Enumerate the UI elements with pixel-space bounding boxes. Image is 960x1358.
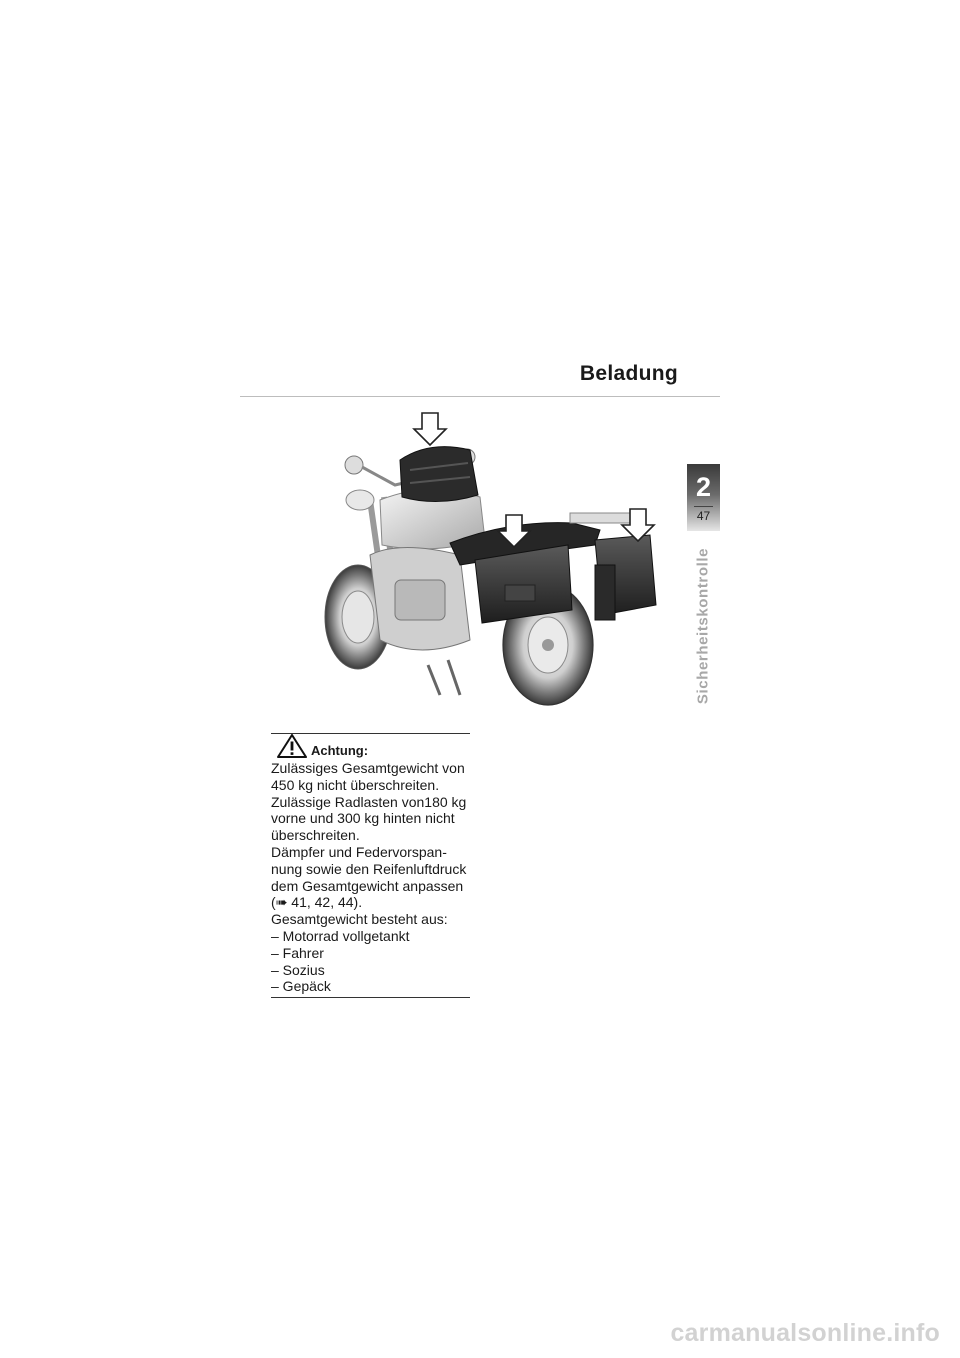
chapter-tab-divider [694,506,713,507]
list-item: – Gepäck [271,978,331,995]
page-title: Beladung [579,362,678,385]
page-number: 47 [696,509,711,523]
warning-paragraph: Gesamtgewicht besteht aus: [271,911,448,928]
warning-paragraph: Zulässiges Gesamtgewicht von 450 kg nicht überschreiten. [271,760,465,793]
motorcycle-luggage-photo [310,405,680,715]
watermark: carmanualsonline.info [670,1319,940,1347]
arrow-down-icon [414,413,446,445]
list-item: – Fahrer [271,944,324,961]
title-divider [240,396,720,397]
list-item: – Motorrad vollgetankt [271,927,410,944]
mirror-left-icon [345,456,363,474]
warning-box [271,733,470,998]
warning-text [271,760,470,995]
warning-heading: Achtung: [311,743,369,758]
chapter-label: Sicherheitskontrolle [694,547,712,705]
warning-header [271,734,470,760]
warning-paragraph: Zulässige Radlasten von180 kg vorne und 300 kg hinten nicht überschreiten. [271,793,467,844]
warning-paragraph: (➠ 41, 42, 44). [271,894,363,911]
warning-triangle-icon [277,734,307,758]
chapter-tab [687,464,720,531]
list-item: – Sozius [271,961,325,978]
chapter-number: 2 [695,472,712,502]
tank-bag [400,447,478,502]
warning-paragraph: Dämpfer und Federvorspan-nung sowie den Reifenluftdruck dem Gesamtgewicht anpassen [271,843,467,894]
